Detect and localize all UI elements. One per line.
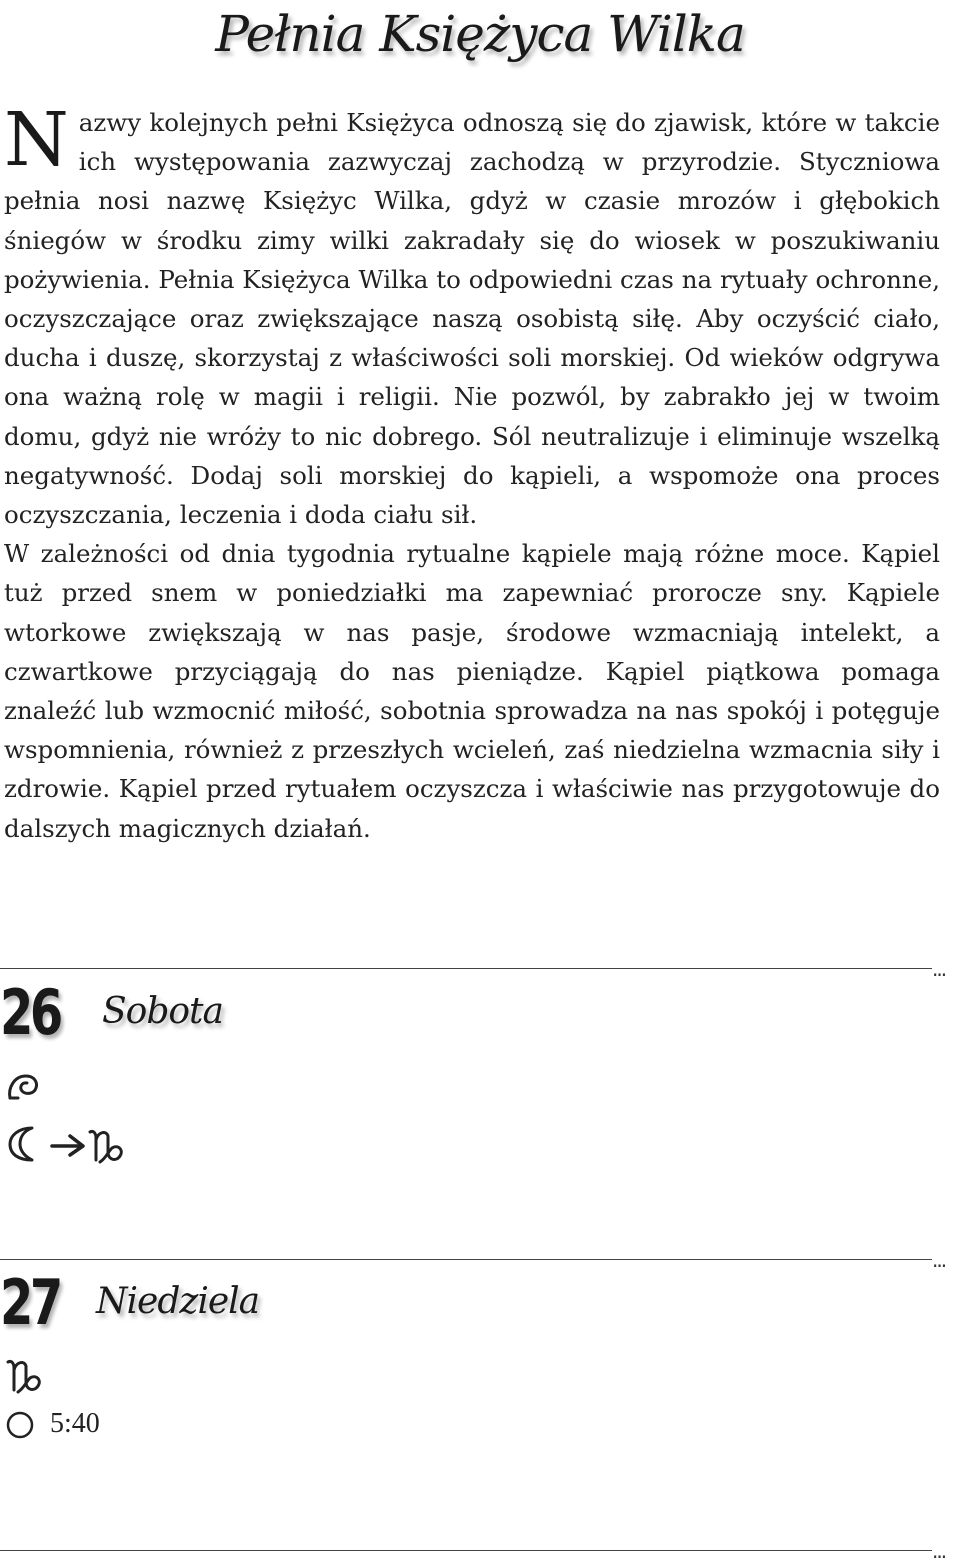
capricorn-glyph-icon [4, 1352, 44, 1400]
full-moon-icon [4, 1409, 36, 1441]
separator-line [0, 1550, 932, 1551]
moon-icon [4, 1122, 44, 1166]
separator-line [0, 1259, 932, 1260]
arrow-right-icon [48, 1130, 88, 1160]
full-moon-time: 5:40 [50, 1408, 100, 1439]
separator-dots: ... [932, 1248, 946, 1272]
capricorn-glyph-icon [86, 1122, 126, 1170]
separator-dots: ... [932, 957, 946, 981]
separator-dots: ... [932, 1539, 946, 1563]
page-title: Pełnia Księżyca Wilka [215, 5, 745, 63]
day-name: Sobota [102, 991, 223, 1032]
day-name: Niedziela [96, 1281, 260, 1322]
paragraph-2: W zależności od dnia tygodnia rytualne kąpiele mają różne moce. Kąpiel tuż przed snem w poniedziałki ma zapewniać prorocze sny. Kąpiele wtorkowe zwiększają w nas pasje, środowe wzmacniają intelekt, a czwartkowe przyciągają do nas pieniądze. Kąpiel piątkowa pomaga znaleźć lub wzmocnić miłość, sobotnia sprowadza na nas spokój i potęguje wspomnienia, również z przeszłych wcieleń, zaś niedzielna wzmacnia siły i zdrowie. Kąpiel przed rytuałem oczyszcza i właściwie nas przygotowuje do dalszych magicznych działań. [4, 539, 940, 843]
article-body [4, 97, 940, 848]
separator-line [0, 968, 932, 969]
drop-cap: N [4, 97, 69, 183]
day-number: 27 [0, 1266, 60, 1339]
paragraph-1 [4, 97, 940, 534]
paragraph-1-text: azwy kolejnych pełni Księżyca odnoszą się do zjawisk, które w takcie ich występowania zazwyczaj zachodzą w przyrodzie. Styczniowa pełnia nosi nazwę Księżyc Wilka, gdyż w czasie mrozów i głębokich śniegów w środku zimy wilki zakradały się do wiosek w poszukiwaniu pożywienia. Pełnia Księżyca Wilka to odpowiedni czas na rytuały ochronne, oczyszczające oraz zwiększające naszą osobistą siłę. Aby oczyścić ciało, ducha i duszę, skorzystaj z właściwości soli morskiej. Od wieków odgrywa ona ważną rolę w magii i religii. Nie pozwól, by zabrakło jej w twoim domu, gdyż nie wróży to nic dobrego. Sól neutralizuje i eliminuje wszelką negatywność. Dodaj soli morskiej do kąpieli, a wspomoże ona proces oczyszczania, leczenia i doda ciału sił. [4, 108, 940, 530]
sagittarius-glyph-icon [4, 1068, 44, 1108]
day-number: 26 [0, 976, 60, 1049]
